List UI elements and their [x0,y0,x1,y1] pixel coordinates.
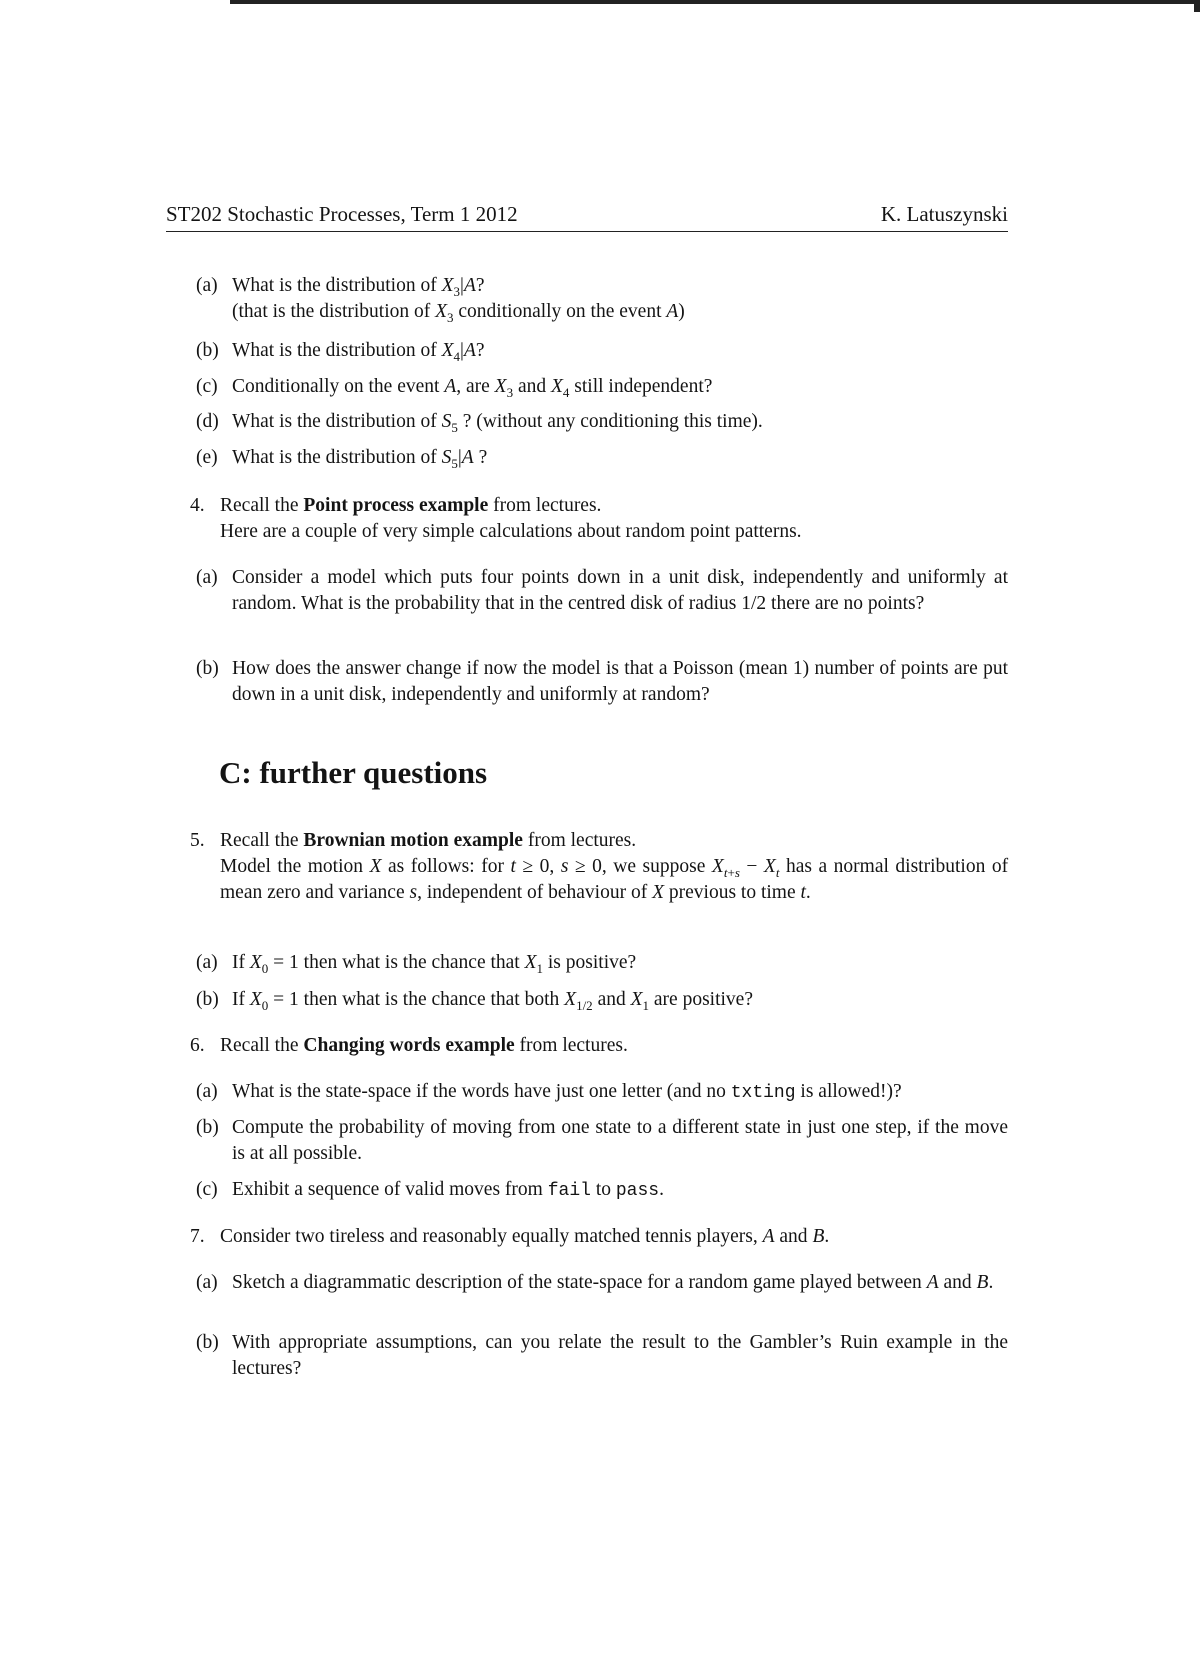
question-5: 5. Recall the Brownian motion example from lectures. Model the motion X as follows: for t ≥ 0, s ≥ 0, we suppose $X_{t+s} - X_t$ has a normal distribution of mean zero and variance s, independent of behaviour of X previous to time t. [190,830,1009,903]
q4b: (b) How does the answer change if now the model is that a Poisson (mean 1) number of points are put down in a unit disk, independently and uniformly at random? [196,658,1008,705]
question-4: 4. Recall the Point process example from lectures. Here are a couple of very simple calculations about random point patterns. [190,495,802,542]
section-title: C: further questions [219,755,488,790]
author-name: K. Latuszynski [880,202,1008,226]
page-header [166,202,1008,232]
q3b: (b) What is the distribution of $X_4|A$? [196,340,485,364]
scan-edge-right [1194,0,1200,12]
q6b: (b) Compute the probability of moving from one state to a different state in just one step, if the move is at all possible. [196,1117,1008,1164]
question-7: 7. Consider two tireless and reasonably equally matched tennis players, A and B. [190,1226,830,1247]
q3d: (d) What is the distribution of $S_5$ ? (without any conditioning this time). [196,411,763,435]
scan-edge-top [230,0,1200,4]
course-title: ST202 Stochastic Processes, Term 1 2012 [166,202,518,226]
q3a: (a) What is the distribution of $X_3|A$? (that is the distribution of $X_3$ conditionally on the event A) [196,275,685,325]
q6a: (a) What is the state-space if the words have just one letter (and no txting is allowed!)? [196,1081,902,1103]
q7a: (a) Sketch a diagrammatic description of the state-space for a random game played between A and B. [196,1272,994,1293]
q7b: (b) With appropriate assumptions, can you relate the result to the Gambler’s Ruin example in the lectures? [196,1332,1008,1379]
q5b: (b) If $X_0 = 1$ then what is the chance that both $X_{1/2}$ and $X_1$ are positive? [196,989,753,1013]
q5a: (a) If $X_0 = 1$ then what is the chance that $X_1$ is positive? [196,952,637,976]
question-6: 6. Recall the Changing words example from lectures. [190,1035,628,1056]
q4a: (a) Consider a model which puts four points down in a unit disk, independently and uniformly at random. What is the probability that in the centred disk of radius 1/2 there are no points? [196,567,1008,614]
q6c: (c) Exhibit a sequence of valid moves from fail to pass. [196,1179,664,1201]
q3e: (e) What is the distribution of $S_5|A$ ? [196,447,488,471]
q3c: (c) Conditionally on the event A, are $X_3$ and $X_4$ still independent? [196,376,713,400]
